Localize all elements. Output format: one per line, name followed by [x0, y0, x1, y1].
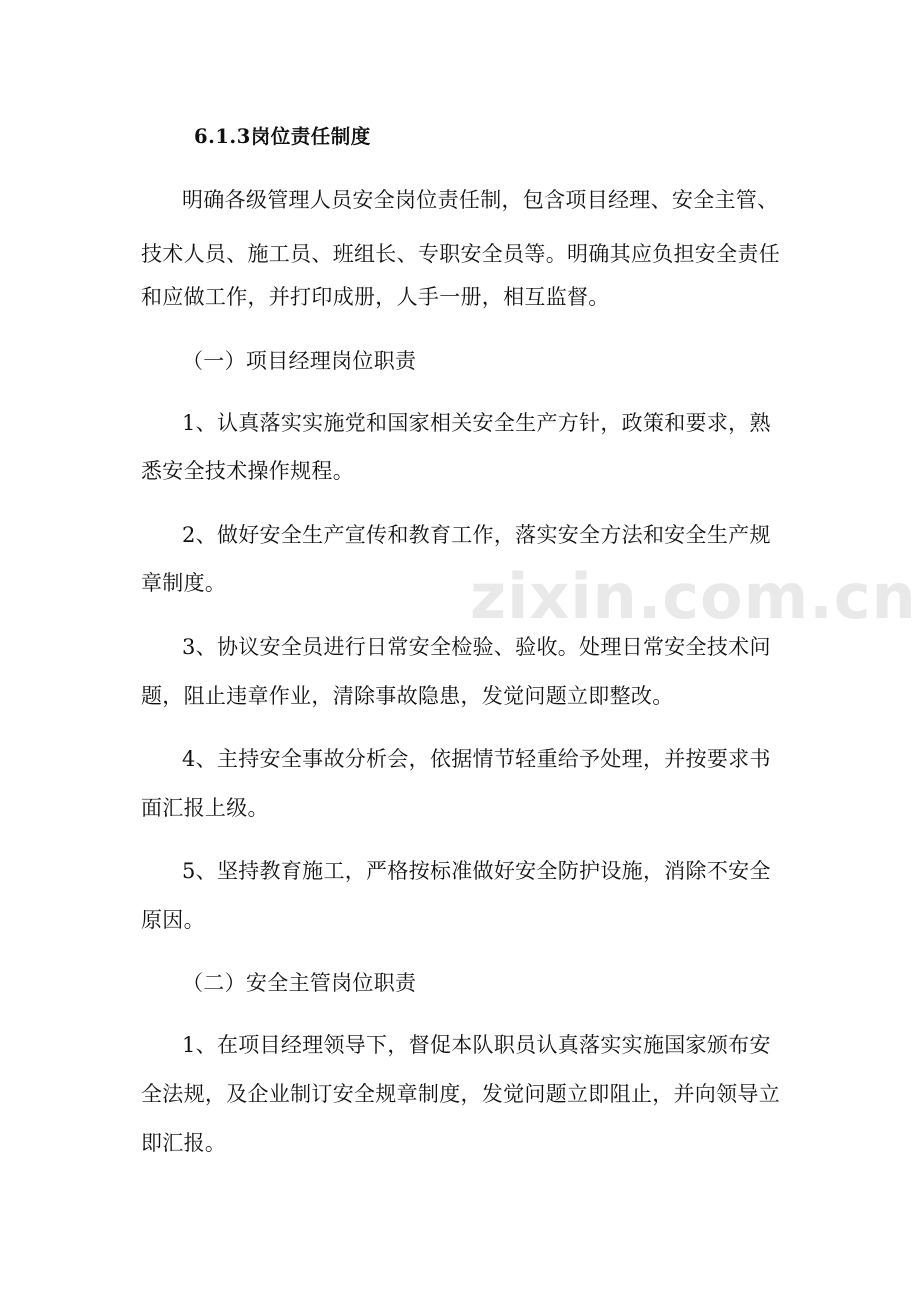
s1-item3-line2: 题，阻止违章作业，清除事故隐患，发觉问题立即整改。 [141, 684, 674, 708]
intro-line-2: 技术人员、施工员、班组长、专职安全员等。明确其应负担安全责任 [141, 242, 780, 266]
section2-title: （二）安全主管岗位职责 [182, 971, 417, 995]
intro-line-3: 和应做工作，并打印成册，人手一册，相互监督。 [141, 285, 610, 309]
s1-item1-line1: 1、认真落实实施党和国家相关安全生产方针，政策和要求，熟 [182, 411, 771, 435]
s1-item2-line2: 章制度。 [141, 571, 227, 595]
s1-item4-line1: 4、主持安全事故分析会，依据情节轻重给予处理，并按要求书 [182, 747, 771, 771]
section-heading: 6.1.3岗位责任制度 [194, 125, 371, 148]
s1-item3-line1: 3、协议安全员进行日常安全检验、验收。处理日常安全技术问 [182, 635, 771, 659]
s1-item1-line2: 悉安全技术操作规程。 [141, 459, 354, 483]
s1-item5-line1: 5、坚持教育施工，严格按标准做好安全防护设施，消除不安全 [182, 859, 771, 883]
watermark: zixin.com.cn [470, 560, 917, 633]
intro-line-1: 明确各级管理人员安全岗位责任制，包含项目经理、安全主管、 [182, 188, 779, 212]
s1-item5-line2: 原因。 [141, 908, 205, 932]
s2-item1-line1: 1、在项目经理领导下，督促本队职员认真落实实施国家颁布安 [182, 1033, 771, 1057]
s2-item1-line2: 全法规，及企业制订安全规章制度，发觉问题立即阻止，并向领导立 [141, 1082, 780, 1106]
s1-item2-line1: 2、做好安全生产宣传和教育工作，落实安全方法和安全生产规 [182, 523, 771, 547]
s1-item4-line2: 面汇报上级。 [141, 796, 269, 820]
section1-title: （一）项目经理岗位职责 [182, 349, 417, 373]
s2-item1-line3: 即汇报。 [141, 1131, 227, 1155]
